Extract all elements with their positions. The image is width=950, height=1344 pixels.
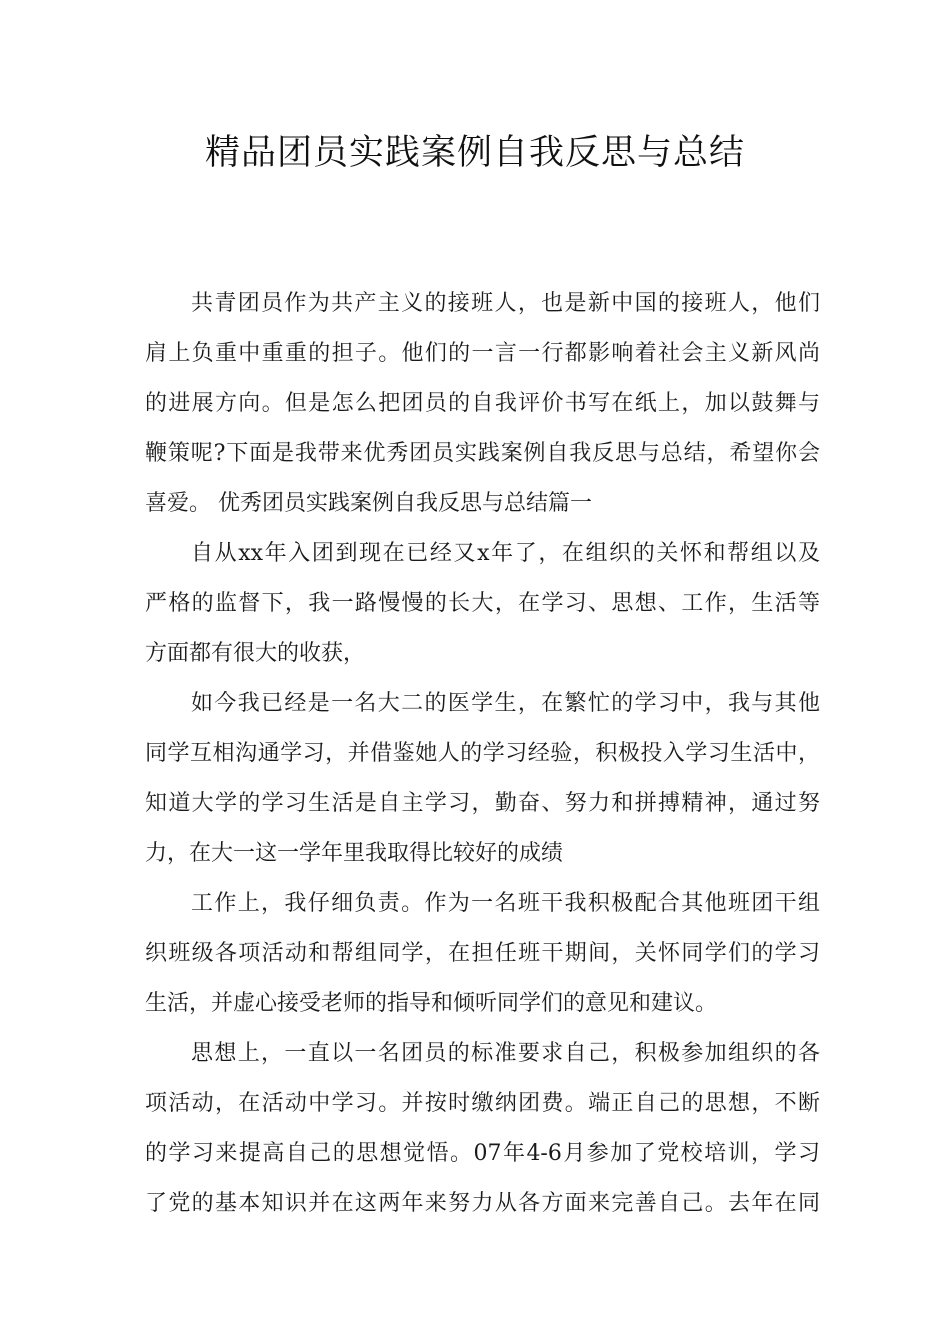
body-line: 织班级各项活动和帮组同学，在担任班干期间，关怀同学们的学习 bbox=[145, 941, 820, 966]
body-line: 严格的监督下，我一路慢慢的长大，在学习、思想、工作，生活等 bbox=[145, 591, 820, 616]
body-line: 自从xx年入团到现在已经又x年了，在组织的关怀和帮组以及 bbox=[191, 541, 820, 566]
body-line: 了党的基本知识并在这两年来努力从各方面来完善自己。去年在同 bbox=[145, 1191, 820, 1216]
body-line: 的学习来提高自己的思想觉悟。07年4-6月参加了党校培训，学习 bbox=[145, 1141, 820, 1166]
body-line: 思想上，一直以一名团员的标准要求自己，积极参加组织的各 bbox=[191, 1041, 820, 1066]
body-line: 方面都有很大的收获， bbox=[145, 641, 366, 666]
body-line: 的进展方向。但是怎么把团员的自我评价书写在纸上，加以鼓舞与 bbox=[145, 391, 820, 416]
body-line: 共青团员作为共产主义的接班人，也是新中国的接班人，他们 bbox=[191, 291, 820, 316]
body-line: 同学互相沟通学习，并借鉴她人的学习经验，积极投入学习生活中， bbox=[145, 741, 820, 766]
body-line: 知道大学的学习生活是自主学习，勤奋、努力和拼搏精神，通过努 bbox=[145, 791, 820, 816]
body-line: 鞭策呢?下面是我带来优秀团员实践案例自我反思与总结，希望你会 bbox=[145, 441, 820, 466]
document-body bbox=[145, 279, 820, 1229]
body-line: 喜爱。 优秀团员实践案例自我反思与总结篇一 bbox=[145, 491, 592, 516]
body-line: 项活动，在活动中学习。并按时缴纳团费。端正自己的思想，不断 bbox=[145, 1091, 820, 1116]
body-line: 力，在大一这一学年里我取得比较好的成绩 bbox=[145, 841, 564, 866]
body-line: 肩上负重中重重的担子。他们的一言一行都影响着社会主义新风尚 bbox=[145, 341, 820, 366]
body-line: 工作上，我仔细负责。作为一名班干我积极配合其他班团干组 bbox=[191, 891, 820, 916]
body-line: 如今我已经是一名大二的医学生，在繁忙的学习中，我与其他 bbox=[191, 691, 820, 716]
body-line: 生活，并虚心接受老师的指导和倾听同学们的意见和建议。 bbox=[145, 991, 718, 1016]
document-title: 精品团员实践案例自我反思与总结 bbox=[204, 133, 745, 173]
